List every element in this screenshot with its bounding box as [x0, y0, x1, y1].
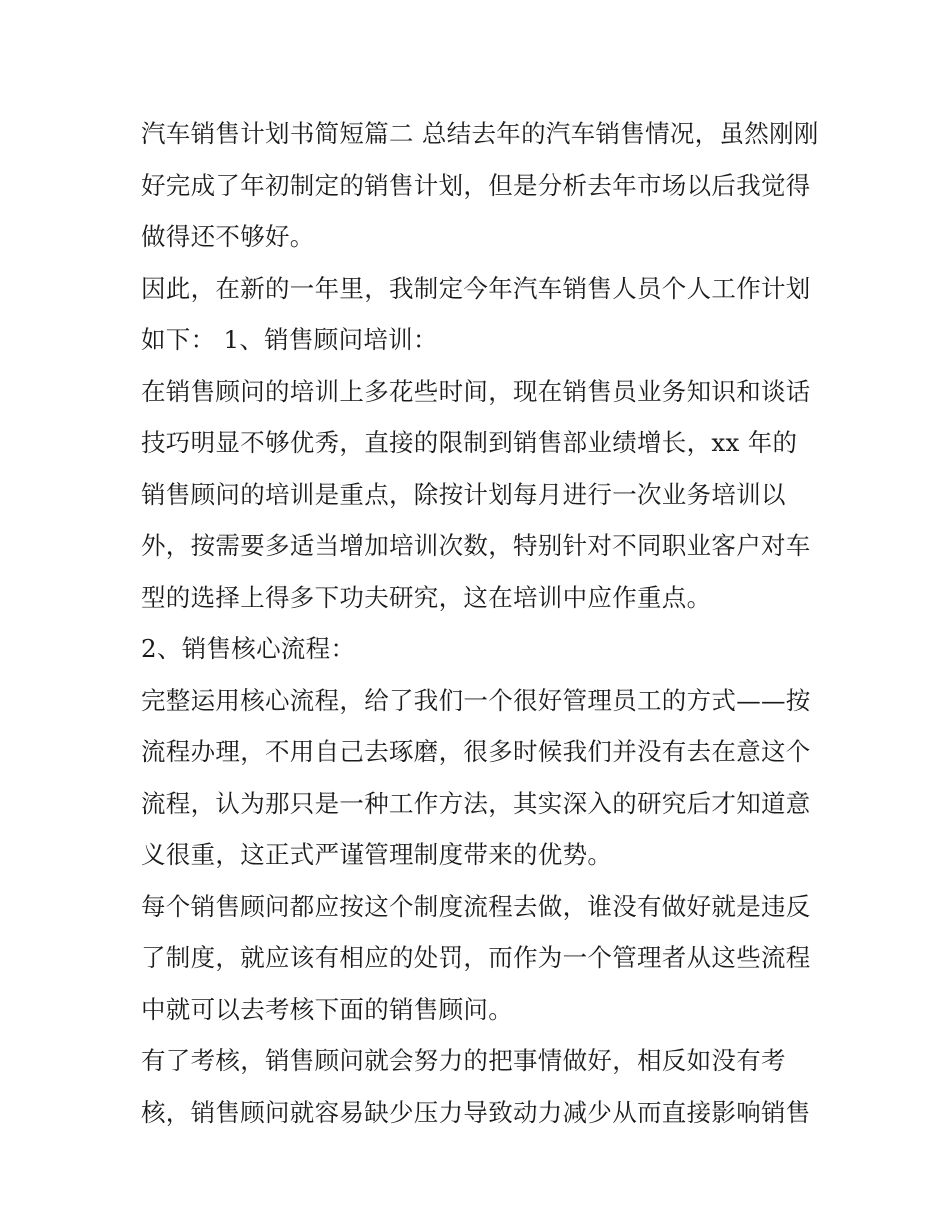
paragraph-core-process: 完整运用核心流程，给了我们一个很好管理员工的方式——按流程办理，不用自己去琢磨，很多时候我们并没有去在意这个流程，认为那只是一种工作方法，其实深入的研究后才知道意义很重，这正式严谨管理制度带来的优势。: [141, 685, 811, 869]
paragraph-assessment: 有了考核，销售顾问就会努力的把事情做好，相反如没有考核，销售顾问就容易缺少压力导致动力减少从而直接影响销售: [141, 1046, 811, 1127]
section-heading-core-process: 2、销售核心流程：: [141, 634, 356, 663]
document-body: [141, 108, 821, 1138]
paragraph-training: 在销售顾问的培训上多花些时间，现在销售员业务知识和谈话技巧明显不够优秀，直接的限制到销售部业绩增长，xx 年的销售顾问的培训是重点，除按计划每月进行一次业务培训以外，按需要多适当增加培训次数，特别针对不同职业客户对车型的选择上得多下功夫研究，这在培训中应作重点。: [141, 376, 811, 612]
paragraph-process-rules: 每个销售顾问都应按这个制度流程去做，谁没有做好就是违反了制度，就应该有相应的处罚，而作为一个管理者从这些流程中就可以去考核下面的销售顾问。: [141, 891, 811, 1024]
paragraph-plan-heading: 因此，在新的一年里，我制定今年汽车销售人员个人工作计划如下： 1、销售顾问培训：: [141, 273, 811, 354]
paragraph-intro: 汽车销售计划书简短篇二 总结去年的汽车销售情况，虽然刚刚好完成了年初制定的销售计划，但是分析去年市场以后我觉得做得还不够好。: [141, 119, 819, 251]
